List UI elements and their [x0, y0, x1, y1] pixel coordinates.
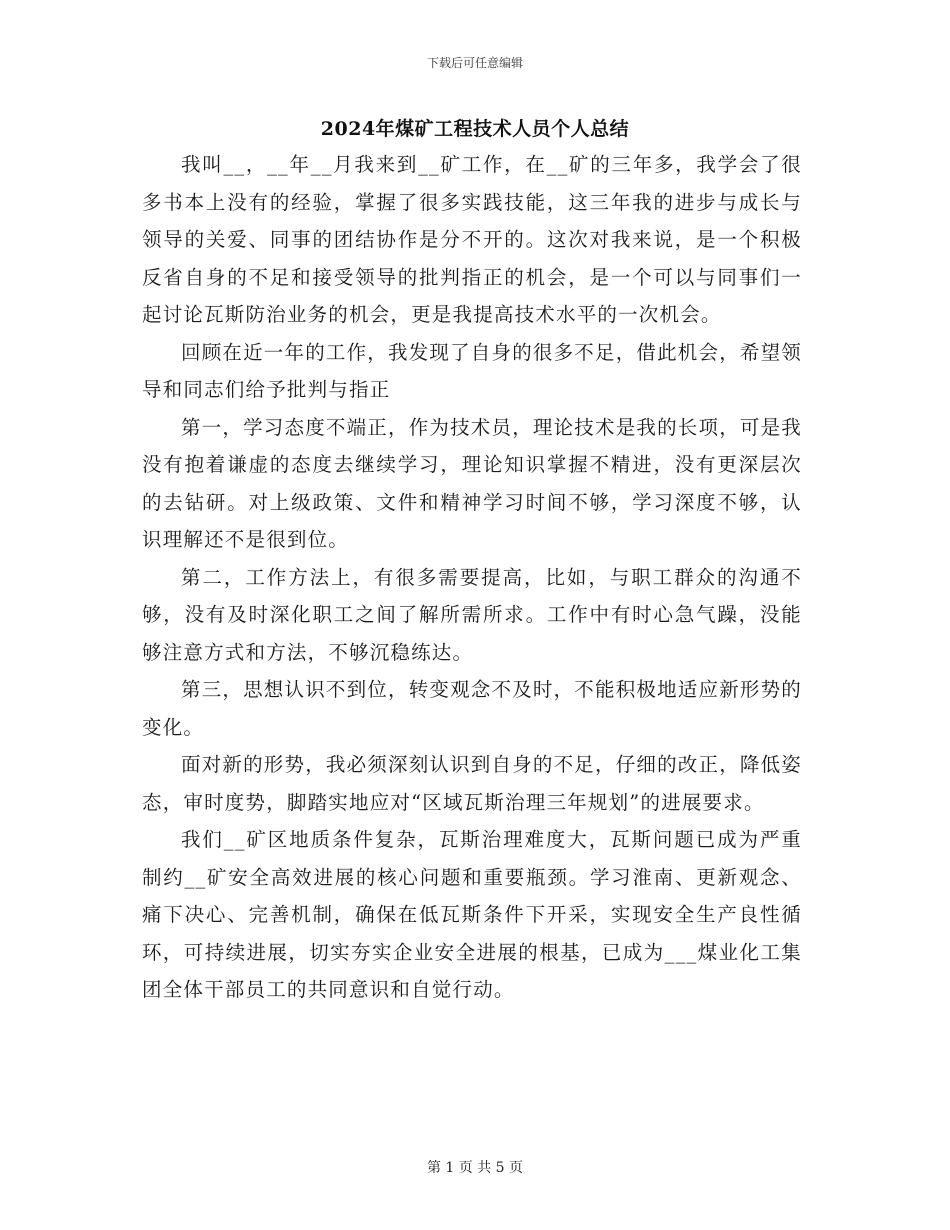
page-number: 第 1 页 共 5 页	[426, 1160, 524, 1176]
paragraph-new-situation: 面对新的形势，我必须深刻认识到自身的不足，仔细的改正，降低姿态，审时度势，脚踏实地应对“区域瓦斯治理三年规划”的进展要求。	[142, 753, 803, 814]
document-body	[142, 146, 802, 1009]
paragraph-first-point: 第一，学习态度不端正，作为技术员，理论技术是我的长项，可是我没有抱着谦虚的态度去继续学习，理论知识掌握不精进，没有更深层次的去钻研。对上级政策、文件和精神学习时间不够，学习深度不够，认识理解还不是很到位。	[142, 415, 803, 551]
paragraph-intro: 我叫__，__年__月我来到__矿工作，在__矿的三年多，我学会了很多书本上没有的经验，掌握了很多实践技能，这三年我的进步与成长与领导的关爱、同事的团结协作是分不开的。这次对我来说，是一个积极反省自身的不足和接受领导的批判指正的机会，是一个可以与同事们一起讨论瓦斯防治业务的机会，更是我提高技术水平的一次机会。	[142, 153, 802, 326]
paragraph-review: 回顾在近一年的工作，我发现了自身的很多不足，借此机会，希望领导和同志们给予批判与指正	[142, 340, 803, 401]
header-note: 下载后可任意编辑	[426, 56, 523, 70]
paragraph-mine-conditions: 我们__矿区地质条件复杂，瓦斯治理难度大，瓦斯问题已成为严重制约__矿安全高效进展的核心问题和重要瓶颈。学习淮南、更新观念、痛下决心、完善机制，确保在低瓦斯条件下开采，实现安全生产良性循环，可持续进展，切实夯实企业安全进展的根基，已成为___煤业化工集团全体干部员工的共同意识和自觉行动。	[142, 828, 802, 1001]
paragraph-second-point: 第二，工作方法上，有很多需要提高，比如，与职工群众的沟通不够，没有及时深化职工之间了解所需所求。工作中有时心急气躁，没能够注意方式和方法，不够沉稳练达。	[142, 565, 802, 664]
document-title: 2024年煤矿工程技术人员个人总结	[320, 118, 630, 140]
paragraph-third-point: 第三，思想认识不到位，转变观念不及时，不能积极地适应新形势的变化。	[142, 678, 803, 739]
